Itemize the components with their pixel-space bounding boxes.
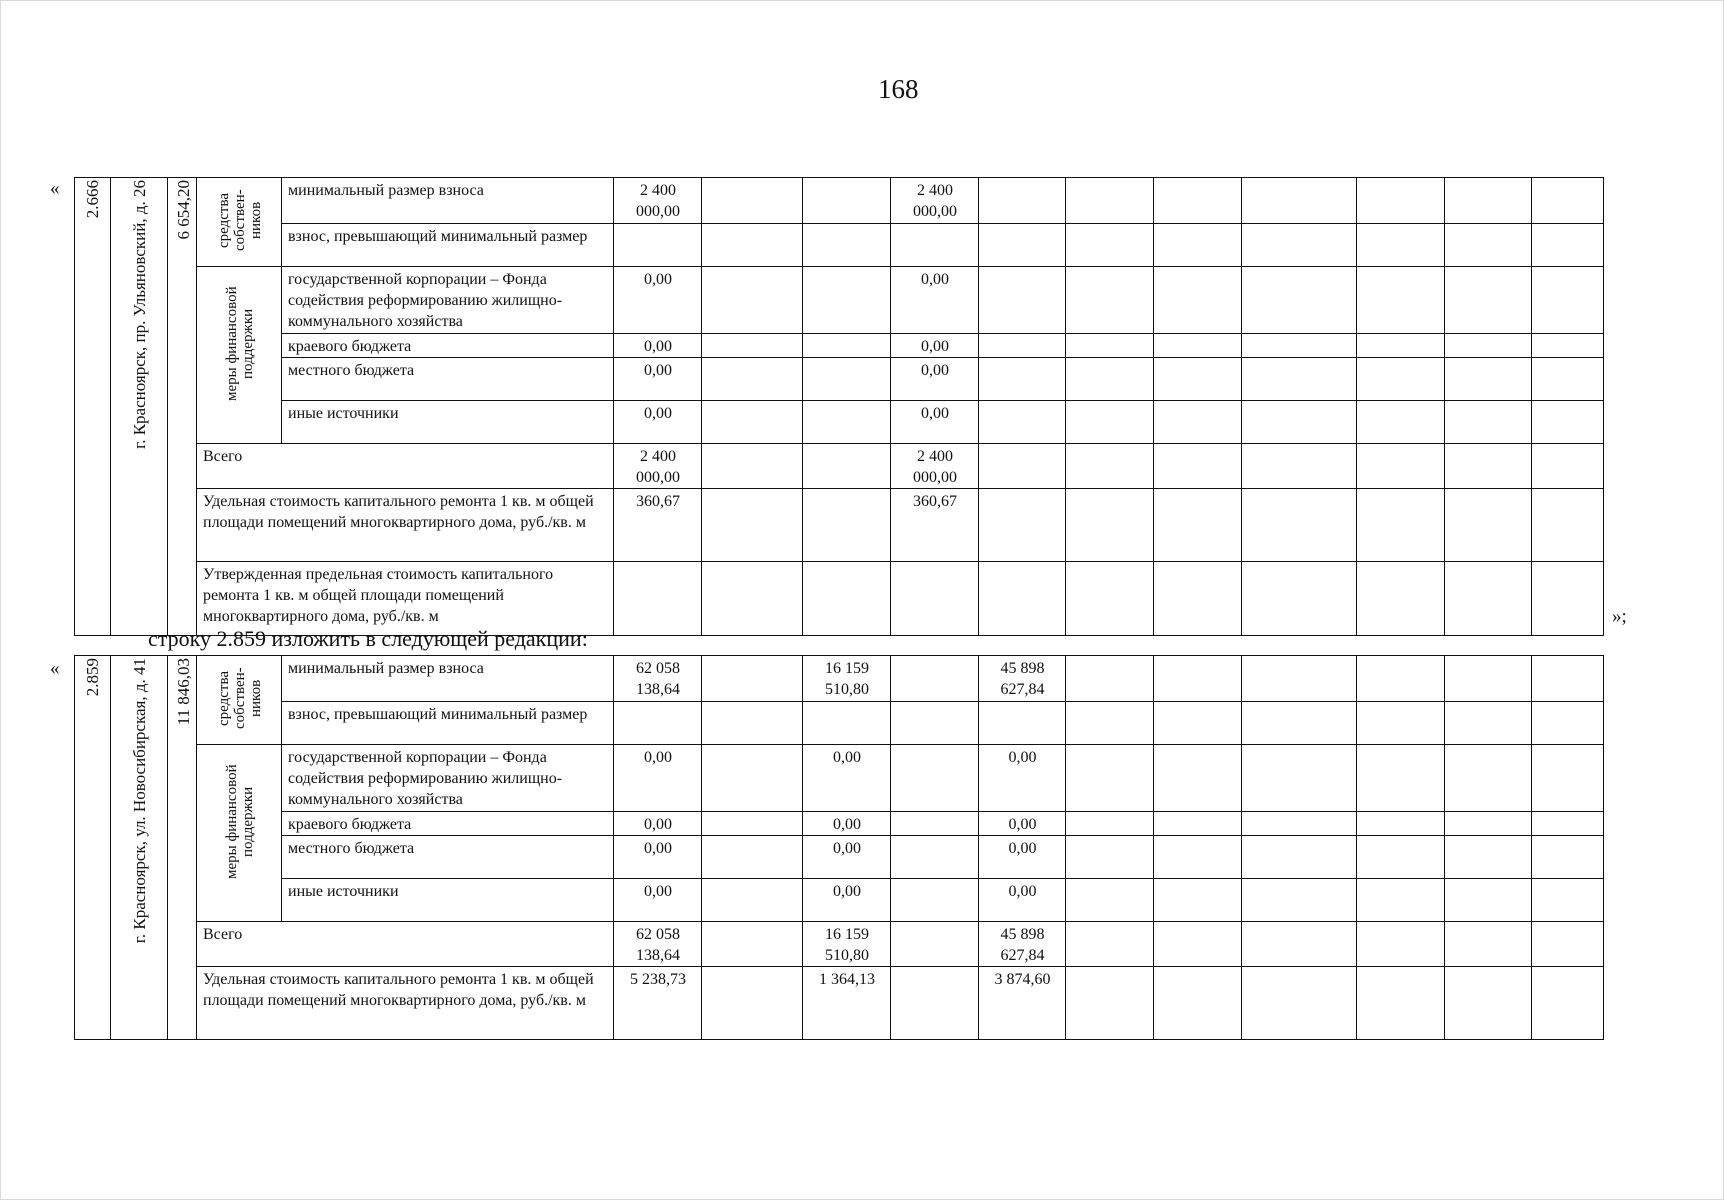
value-cell: 0,00 [803,812,891,836]
area-cell [168,656,197,1040]
value-cell: 2 400 000,00 [891,178,979,224]
label-limit-cost: Утвержденная предельная стоимость капитального ремонта 1 кв. м общей площади помещений многоквартирного дома, руб./кв. м [197,562,614,636]
support-group-cell [197,745,282,922]
close-quote: »; [1612,606,1627,627]
value-cell: 0,00 [614,879,702,922]
table-row [75,358,1604,401]
label-state-corp: государственной корпорации – Фонда содействия реформированию жилищно-коммунального хозяйства [282,267,614,334]
table-row [75,702,1604,745]
label-unit-cost: Удельная стоимость капитального ремонта 1 кв. м общей площади помещений многоквартирного дома, руб./кв. м [197,489,614,562]
owners-group-cell [197,656,282,745]
label-over-fee: взнос, превышающий минимальный размер [282,702,614,745]
value-cell: 0,00 [891,401,979,444]
value-cell: 0,00 [803,836,891,879]
support-group-label: меры финансовой поддержки [223,286,256,402]
amendment-caption: строку 2.859 изложить в следующей редакции: [148,626,588,651]
table-row [75,922,1604,967]
value-cell: 45 898 627,84 [979,656,1066,702]
value-cell: 0,00 [979,812,1066,836]
table-row [75,656,1604,702]
value-cell: 0,00 [614,334,702,358]
value-cell: 0,00 [614,401,702,444]
label-state-corp: государственной корпорации – Фонда содействия реформированию жилищно-коммунального хозяйства [282,745,614,812]
value-cell: 16 159 510,80 [803,656,891,702]
registry-table-2666 [74,177,1604,636]
value-cell: 1 364,13 [803,967,891,1040]
value-cell: 2 400 000,00 [614,178,702,224]
label-min-fee: минимальный размер взноса [282,178,614,224]
open-quote-2: « [50,658,60,679]
value-cell: 0,00 [614,836,702,879]
value-cell: 0,00 [979,745,1066,812]
table-row [75,224,1604,267]
support-group-cell [197,267,282,444]
value-cell: 0,00 [891,358,979,401]
label-total: Всего [197,922,614,967]
label-unit-cost: Удельная стоимость капитального ремонта 1 кв. м общей площади помещений многоквартирного дома, руб./кв. м [197,967,614,1040]
address: г. Красноярск, ул. Новосибирская, д. 41 [129,658,149,944]
label-regional: краевого бюджета [282,812,614,836]
address-cell [111,656,168,1040]
label-local: местного бюджета [282,358,614,401]
value-cell: 0,00 [614,267,702,334]
row-number: 2.859 [83,658,102,697]
table-row [75,334,1604,358]
value-cell: 62 058 138,64 [614,656,702,702]
value-cell: 360,67 [891,489,979,562]
row-number-cell [75,656,111,1040]
value-cell: 0,00 [891,267,979,334]
label-min-fee: минимальный размер взноса [282,656,614,702]
row-number-cell [75,178,111,636]
label-regional: краевого бюджета [282,334,614,358]
table-row [75,401,1604,444]
value-cell: 62 058 138,64 [614,922,702,967]
value-cell: 0,00 [803,745,891,812]
support-group-label: меры финансовой поддержки [223,764,256,880]
value-cell: 0,00 [803,879,891,922]
value-cell: 2 400 000,00 [614,444,702,489]
value-cell: 0,00 [614,812,702,836]
row-number: 2.666 [83,180,102,219]
address-cell [111,178,168,636]
value-cell: 360,67 [614,489,702,562]
label-local: местного бюджета [282,836,614,879]
value-cell: 0,00 [614,745,702,812]
page-number: 168 [878,74,919,104]
value-cell: 0,00 [979,879,1066,922]
owners-group-label: средства собствен-ников [215,667,264,729]
label-over-fee: взнос, превышающий минимальный размер [282,224,614,267]
value-cell: 0,00 [614,358,702,401]
label-other: иные источники [282,401,614,444]
value-cell: 3 874,60 [979,967,1066,1040]
table-row [75,745,1604,812]
registry-table-2859 [74,655,1604,1040]
table-row [75,967,1604,1040]
table-row [75,836,1604,879]
area: 6 654,20 [174,180,193,240]
value-cell: 0,00 [891,334,979,358]
value-cell: 0,00 [979,836,1066,879]
address: г. Красноярск, пр. Ульяновский, д. 26 [129,180,149,449]
open-quote-1: « [50,178,60,199]
table-row [75,444,1604,489]
table-row [75,178,1604,224]
area: 11 846,03 [174,658,193,726]
value-cell: 5 238,73 [614,967,702,1040]
value-cell: 2 400 000,00 [891,444,979,489]
table-row [75,489,1604,562]
table-row [75,562,1604,636]
area-cell [168,178,197,636]
owners-group-cell [197,178,282,267]
owners-group-label: средства собствен-ников [215,189,264,251]
label-other: иные источники [282,879,614,922]
table-row [75,812,1604,836]
value-cell: 16 159 510,80 [803,922,891,967]
value-cell: 45 898 627,84 [979,922,1066,967]
label-total: Всего [197,444,614,489]
table-row [75,267,1604,334]
table-row [75,879,1604,922]
